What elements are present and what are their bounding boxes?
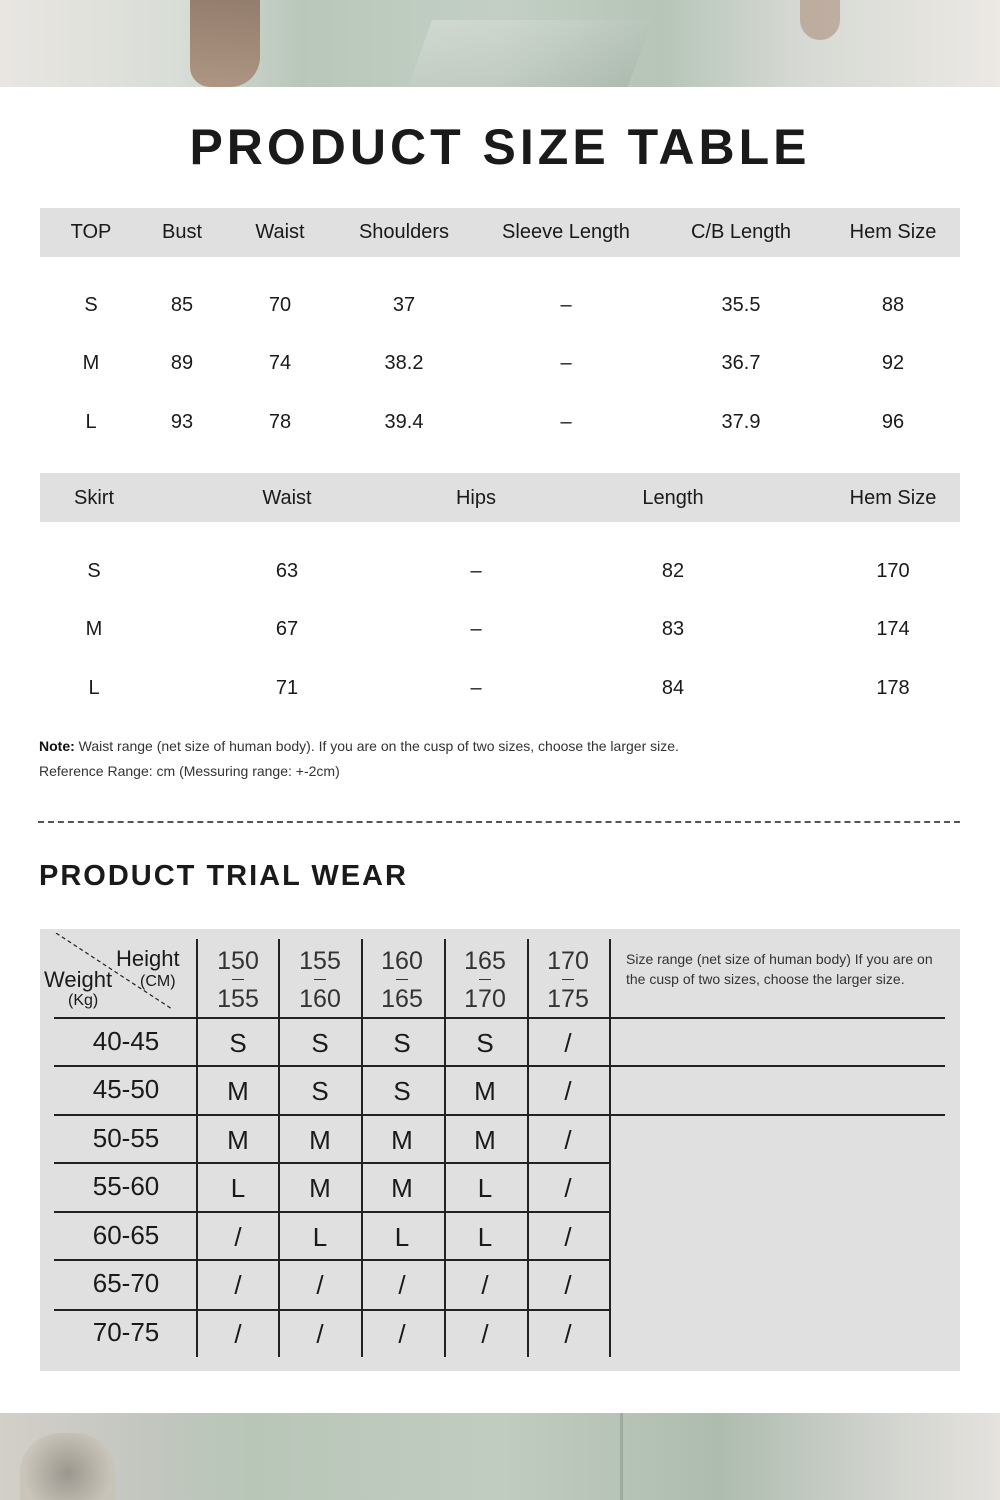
recommended-size: / (481, 1319, 489, 1349)
recommended-size: / (564, 1319, 572, 1349)
recommended-size: S (311, 1028, 329, 1058)
weight-range: 45-50 (92, 1074, 160, 1104)
recommended-size: / (234, 1222, 242, 1252)
height-range-to: 175 (547, 985, 589, 1013)
top-table-cell: 37.9 (721, 411, 761, 433)
skirt-table-cell: 174 (876, 618, 910, 640)
height-range-from: 150 (217, 947, 259, 975)
height-range-to: 160 (299, 985, 341, 1013)
skirt-table-cell: S (87, 560, 101, 582)
recommended-size: / (398, 1319, 406, 1349)
top-table-cell: 35.5 (721, 294, 761, 316)
recommended-size: M (391, 1125, 413, 1155)
top-table-cell: – (560, 294, 572, 316)
size-note: Note: Waist range (net size of human body). If you are on the cusp of two sizes, choose the larger size. (39, 738, 679, 754)
model-photo-top (0, 0, 1000, 87)
skirt-table-cell: 63 (275, 560, 299, 582)
recommended-size: / (564, 1270, 572, 1300)
top-table-cell: L (85, 411, 97, 433)
skirt-table-cell: – (470, 677, 482, 699)
grid-vline (609, 939, 611, 1357)
recommended-size: S (476, 1028, 494, 1058)
top-table-header-cell: Hem Size (849, 221, 937, 243)
weight-range: 65-70 (92, 1268, 160, 1298)
height-range-from: 170 (547, 947, 589, 975)
skirt-table-header-cell: Hem Size (849, 487, 937, 509)
range-dash (232, 979, 244, 980)
top-table-cell: 70 (268, 294, 292, 316)
recommended-size: M (309, 1125, 331, 1155)
grid-hline (54, 1211, 611, 1213)
recommended-size: L (477, 1173, 493, 1203)
recommended-size: / (316, 1270, 324, 1300)
recommended-size: L (477, 1222, 493, 1252)
skirt-table-header-cell: Length (642, 487, 704, 509)
woven-bag (20, 1433, 115, 1500)
top-table-header-cell: TOP (70, 221, 112, 243)
recommended-size: / (564, 1125, 572, 1155)
grid-hline (54, 1017, 945, 1019)
weight-range: 60-65 (92, 1220, 160, 1250)
top-table-header-cell: Shoulders (358, 221, 450, 243)
top-table-cell: – (560, 352, 572, 374)
recommended-size: M (309, 1173, 331, 1203)
recommended-size: / (481, 1270, 489, 1300)
recommended-size: / (234, 1319, 242, 1349)
top-table-header-cell: Bust (161, 221, 203, 243)
recommended-size: S (229, 1028, 247, 1058)
top-table-cell: 78 (268, 411, 292, 433)
grid-hline (54, 1259, 611, 1261)
recommended-size: M (227, 1125, 249, 1155)
grid-hline (54, 1309, 611, 1311)
trial-wear-title: PRODUCT TRIAL WEAR (39, 860, 408, 892)
page-title: PRODUCT SIZE TABLE (189, 119, 811, 175)
model-photo-bottom (0, 1413, 1000, 1500)
top-table-cell: 92 (881, 352, 905, 374)
recommended-size: S (393, 1076, 411, 1106)
top-table-cell: 88 (881, 294, 905, 316)
range-dash (396, 979, 408, 980)
garment-seam (620, 1413, 623, 1500)
trial-side-note: Size range (net size of human body) If you are on the cusp of two sizes, choose the larger size. (626, 951, 933, 987)
corner-weight-label: Weight (44, 967, 113, 992)
weight-range: 40-45 (92, 1026, 160, 1056)
height-range-to: 155 (217, 985, 259, 1013)
top-table-header-cell: Waist (255, 221, 305, 243)
top-table-cell: 37 (392, 294, 416, 316)
top-table-cell: 96 (881, 411, 905, 433)
garment-fold (408, 20, 652, 87)
height-range-from: 165 (464, 947, 506, 975)
top-table-cell: 74 (268, 352, 292, 374)
top-table-cell: 93 (170, 411, 194, 433)
recommended-size: / (564, 1028, 572, 1058)
top-table-cell: 89 (170, 352, 194, 374)
height-range-to: 165 (381, 985, 423, 1013)
recommended-size: M (391, 1173, 413, 1203)
weight-range: 55-60 (92, 1171, 160, 1201)
recommended-size: / (316, 1319, 324, 1349)
grid-hline (54, 1114, 945, 1116)
recommended-size: S (393, 1028, 411, 1058)
recommended-size: / (234, 1270, 242, 1300)
hair-shape (190, 0, 260, 87)
recommended-size: M (474, 1125, 496, 1155)
recommended-size: L (230, 1173, 246, 1203)
top-table-header-cell: C/B Length (690, 221, 792, 243)
weight-range: 70-75 (92, 1317, 160, 1347)
corner-height-label: Height (116, 946, 180, 971)
top-table-cell: 36.7 (721, 352, 761, 374)
grid-hline (54, 1065, 945, 1067)
skirt-table-header-cell: Waist (262, 487, 312, 509)
top-table-cell: 39.4 (384, 411, 424, 433)
skirt-table-cell: L (88, 677, 100, 699)
grid-hline (54, 1162, 611, 1164)
skirt-table-cell: 67 (275, 618, 299, 640)
skirt-table-cell: 178 (876, 677, 910, 699)
skirt-table-cell: 71 (275, 677, 299, 699)
recommended-size: / (398, 1270, 406, 1300)
trial-wear-table (40, 929, 960, 1371)
recommended-size: / (564, 1222, 572, 1252)
recommended-size: M (227, 1076, 249, 1106)
height-range-from: 155 (299, 947, 341, 975)
recommended-size: L (312, 1222, 328, 1252)
top-table-cell: 85 (170, 294, 194, 316)
section-divider (38, 821, 960, 823)
top-table-cell: M (82, 352, 100, 374)
skirt-table-cell: – (470, 560, 482, 582)
skirt-table-cell: M (85, 618, 103, 640)
recommended-size: / (564, 1173, 572, 1203)
top-table-cell: S (84, 294, 98, 316)
skirt-table-header-cell: Hips (455, 487, 496, 509)
range-dash (314, 979, 326, 980)
recommended-size: / (564, 1076, 572, 1106)
range-dash (479, 979, 491, 980)
hair-shape-right (800, 0, 840, 40)
range-dash (562, 979, 574, 980)
skirt-table-cell: 83 (661, 618, 685, 640)
recommended-size: S (311, 1076, 329, 1106)
recommended-size: L (394, 1222, 410, 1252)
weight-range: 50-55 (92, 1123, 160, 1153)
skirt-table-cell: 170 (876, 560, 910, 582)
top-table-header-cell: Sleeve Length (502, 221, 630, 243)
skirt-table-header-cell: Skirt (74, 487, 114, 509)
top-table-cell: – (560, 411, 572, 433)
top-table-cell: 38.2 (384, 352, 424, 374)
skirt-table-cell: – (470, 618, 482, 640)
height-range-from: 160 (381, 947, 423, 975)
skirt-table-cell: 82 (661, 560, 685, 582)
corner-cm-label: (CM) (140, 973, 176, 990)
height-range-to: 170 (464, 985, 506, 1013)
recommended-size: M (474, 1076, 496, 1106)
corner-kg-label: (Kg) (68, 992, 99, 1009)
skirt-table-cell: 84 (661, 677, 685, 699)
reference-range: Reference Range: cm (Messuring range: +-2cm) (39, 763, 340, 779)
